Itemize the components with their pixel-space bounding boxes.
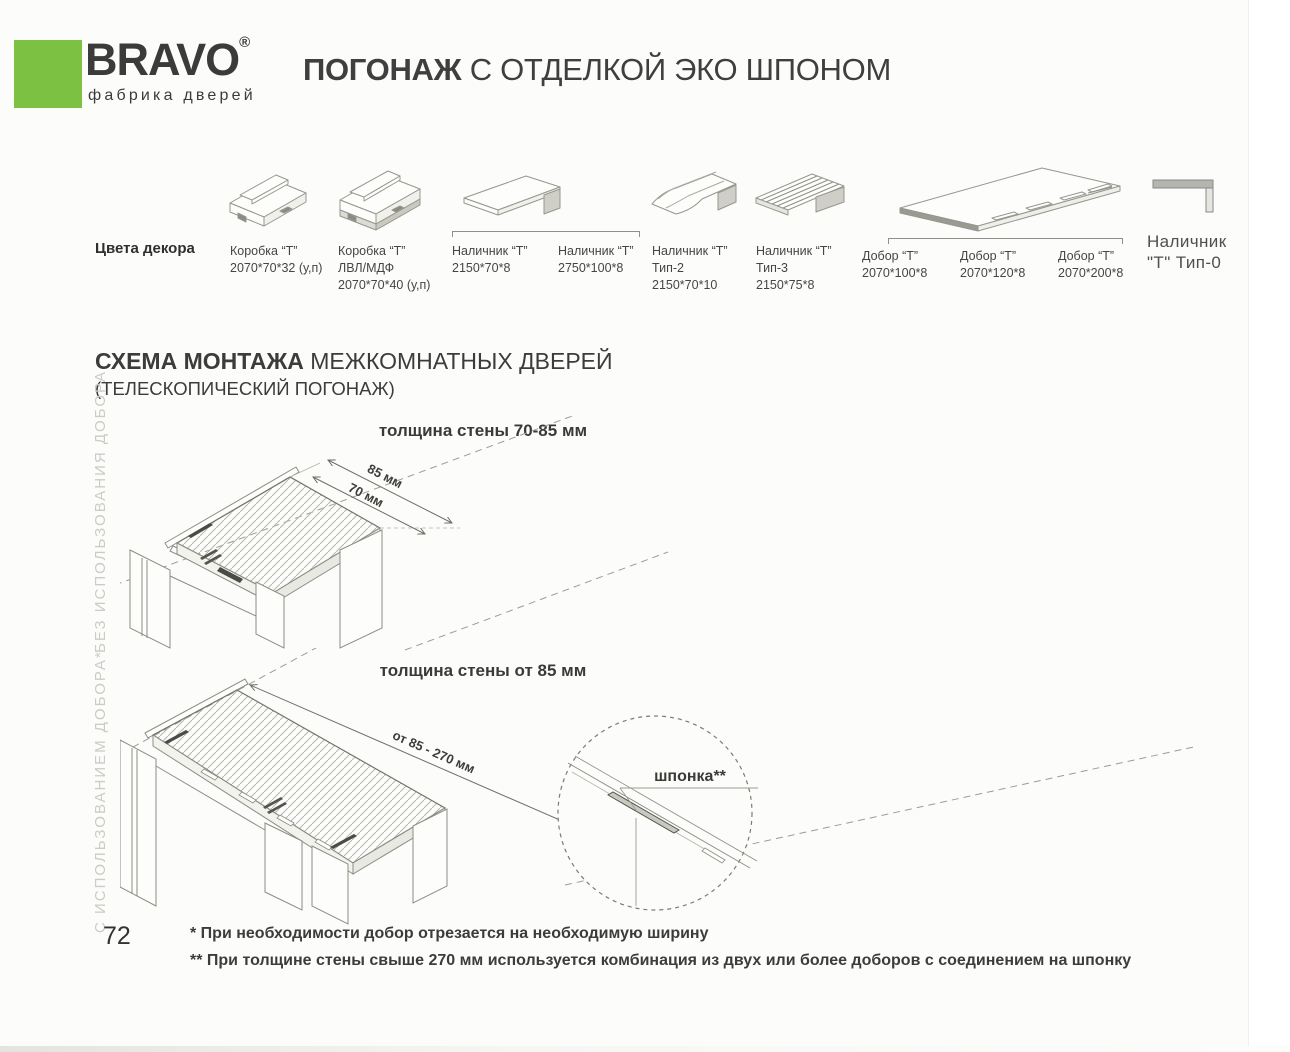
scheme-title [95,348,613,375]
diagram1-wall-70-85-drawing [120,400,680,668]
footnote-2: ** При толщине стены свыше 270 мм используется комбинация из двух или более доборов с соединением на шпонку [190,952,1132,969]
dobor-200-label [1058,248,1123,282]
nalichnik-tip2-type: Тип-2 [652,261,684,275]
diagram2-caption: толщина стены от 85 мм [379,661,587,680]
nalichnik-tip3-label [756,243,832,294]
korobka-40-material: ЛВЛ/МДФ [338,261,395,275]
korobka-t-40-drawing-icon [332,158,438,238]
scan-edge-right [1248,0,1290,1052]
nalichnik-tip3-drawing-icon [750,166,846,228]
nalichnik-tip0-label [1147,231,1227,273]
side-label-with-dobor: С ИСПОЛЬЗОВАНИЕМ ДОБОРА* [92,650,109,933]
footnotes [190,920,1131,974]
brand-logo-square [14,40,82,108]
dobor-120-size: 2070*120*8 [960,266,1026,280]
nalichnik-tip0-name: Наличник [1147,232,1227,251]
dobor-200-size: 2070*200*8 [1058,266,1124,280]
korobka-40-name: Коробка “Т” [338,244,406,258]
dobor-200-name: Добор “Т” [1058,249,1115,263]
brand-text: BRAVO [85,34,240,85]
nalichnik-70-name: Наличник “Т” [452,244,528,258]
korobka-32-size: 2070*70*32 (у,п) [230,261,323,275]
diagram2-wall-from-85-drawing [120,648,1205,943]
nalichnik-tip3-size: 2150*75*8 [756,278,815,292]
nalichnik-tip2-drawing-icon [646,168,742,228]
nalichnik-100-name: Наличник “Т” [558,244,634,258]
nalichnik-group-bracket [452,231,640,237]
dobor-group-bracket [888,238,1123,244]
korobka-t-32-drawing-icon [222,163,322,235]
dobor-t-drawing-icon [892,160,1132,238]
korobka-40-label [338,243,430,294]
diagram1-caption: толщина стены 70-85 мм [378,421,588,440]
dim-70mm-label: 70 мм [346,479,387,511]
nalichnik-t-flat-drawing-icon [458,168,580,226]
page-number: 72 [103,922,131,950]
brand-name [85,34,250,86]
scheme-title-rest: МЕЖКОМНАТНЫХ ДВЕРЕЙ [303,348,613,374]
nalichnik-tip3-name: Наличник “Т” [756,244,832,258]
registered-mark: ® [239,34,251,51]
shponka-label: шпонка** [654,768,726,785]
decor-colors-label: Цвета декора [95,240,195,257]
scheme-title-bold: СХЕМА МОНТАЖА [95,348,304,374]
dobor-100-name: Добор “Т” [862,249,919,263]
korobka-40-size: 2070*70*40 (у,п) [338,278,431,292]
dobor-120-name: Добор “Т” [960,249,1017,263]
dim-85-270mm-label: от 85 - 270 мм [390,727,478,777]
nalichnik-70-size: 2150*70*8 [452,261,511,275]
nalichnik-tip0-corner-icon [1148,172,1224,220]
nalichnik-100-label [558,243,634,277]
dobor-100-size: 2070*100*8 [862,266,928,280]
nalichnik-70-label [452,243,528,277]
korobka-32-name: Коробка “Т” [230,244,298,258]
side-label-without-dobor: БЕЗ ИСПОЛЬЗОВАНИЯ ДОБОРА [92,369,109,653]
nalichnik-tip2-name: Наличник “Т” [652,244,728,258]
nalichnik-tip2-size: 2150*70*10 [652,278,718,292]
dim-85mm-label: 85 мм [365,460,406,492]
scan-edge-bottom [0,1046,1290,1052]
nalichnik-tip0-type: "Т" Тип-0 [1147,253,1222,272]
korobka-32-label [230,243,322,277]
dobor-100-label [862,248,927,282]
footnote-1: * При необходимости добор отрезается на необходимую ширину [190,925,709,942]
page-title-rest: С ОТДЕЛКОЙ ЭКО ШПОНОМ [461,52,891,87]
brand-tagline: фабрика дверей [88,87,256,104]
page-title-bold: ПОГОНАЖ [303,52,462,87]
nalichnik-tip2-label [652,243,728,294]
nalichnik-100-size: 2750*100*8 [558,261,624,275]
page-title [303,52,891,88]
scheme-subtitle: (ТЕЛЕСКОПИЧЕСКИЙ ПОГОНАЖ) [95,378,395,399]
dobor-120-label [960,248,1025,282]
nalichnik-tip3-type: Тип-3 [756,261,788,275]
